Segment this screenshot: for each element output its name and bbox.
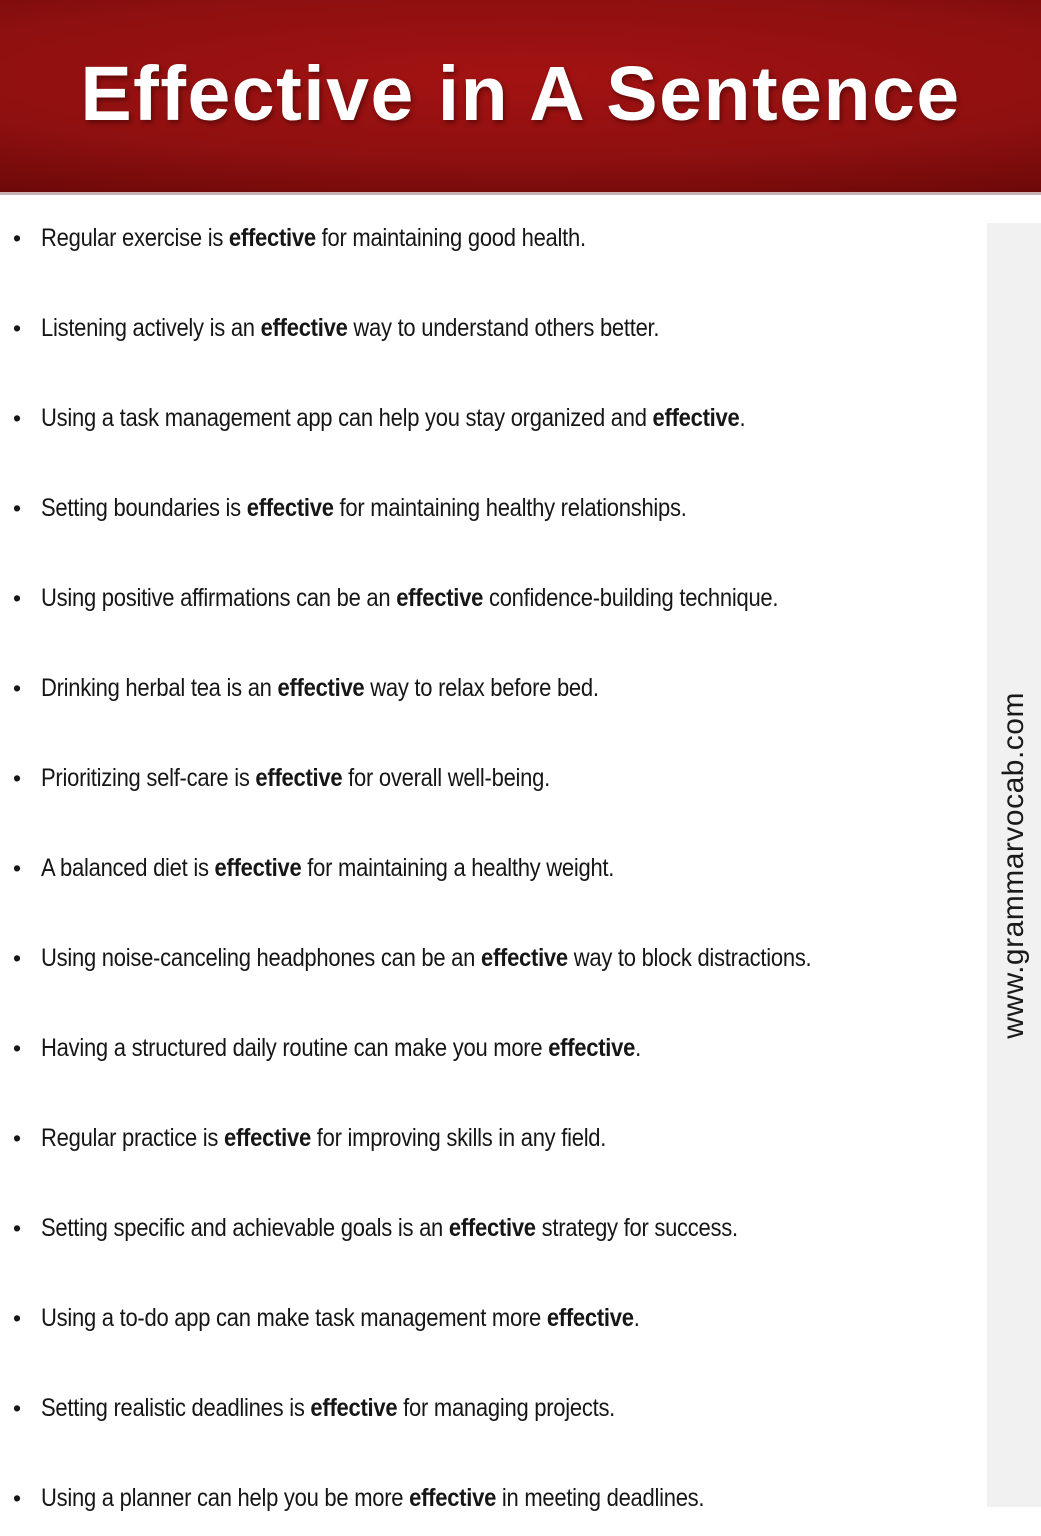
sentence-text: for maintaining healthy relationships. [333,494,687,522]
bullet-icon: • [13,1215,22,1241]
sentence-text: . [633,1304,640,1332]
list-item [0,1124,985,1214]
sentence-text: for maintaining good health. [315,224,586,252]
sentence-keyword: effective [255,764,343,792]
list-item [0,314,985,404]
sentence-keyword: effective [260,314,348,342]
bullet-icon: • [13,675,22,701]
list-item [0,1034,985,1124]
sentence-text: Having a structured daily routine can make you more [41,1034,549,1062]
sentence-keyword: effective [224,1124,311,1152]
sentence-keyword: effective [396,584,484,612]
sentence-text: A balanced diet is [41,854,215,882]
watermark-url: www.grammarvocab.com [997,691,1030,1039]
list-item [0,224,985,314]
bullet-icon: • [13,1485,22,1511]
bullet-icon: • [13,1305,22,1331]
sentence-text: Setting specific and achievable goals is an [41,1214,449,1242]
sentence-keyword: effective [546,1304,634,1332]
sentence-text: way to block distractions. [567,944,812,972]
list-item [0,1304,985,1394]
bullet-icon: • [13,405,22,431]
sentence-keyword: effective [480,944,568,972]
sentence-text: Regular practice is [41,1124,225,1152]
sentence-text: Drinking herbal tea is an [41,674,278,702]
sentence-keyword: effective [228,224,316,252]
sentence-text: Setting realistic deadlines is [41,1394,311,1422]
sentence-text: in meeting deadlines. [496,1484,705,1512]
bullet-icon: • [13,945,22,971]
sentence-text: Using positive affirmations can be an [41,584,397,612]
sentence-keyword: effective [548,1034,636,1062]
bullet-icon: • [13,315,22,341]
watermark-strip [987,223,1041,1507]
sentence-text: Listening actively is an [41,314,261,342]
bullet-icon: • [13,495,22,521]
list-item [0,1214,985,1304]
sentence-text: Setting boundaries is [41,494,247,522]
sentence-text: strategy for success. [535,1214,738,1242]
sentence-list [0,224,985,1536]
bullet-icon: • [13,225,22,251]
bullet-icon: • [13,1125,22,1151]
sentence-text: for maintaining a healthy weight. [301,854,615,882]
sentence-keyword: effective [448,1214,536,1242]
sentence-text: Using a planner can help you be more [41,1484,410,1512]
sentence-text: . [739,404,746,432]
sentence-text: Using a task management app can help you stay organized and [41,404,653,432]
list-item [0,494,985,584]
sentence-keyword: effective [214,854,302,882]
list-item [0,1394,985,1484]
sentence-text: confidence-building technique. [483,584,779,612]
bullet-icon: • [13,585,22,611]
list-item [0,584,985,674]
bullet-icon: • [13,855,22,881]
sentence-text: way to understand others better. [347,314,660,342]
sentence-keyword: effective [310,1394,398,1422]
list-item [0,944,985,1034]
list-item [0,404,985,494]
sentence-text: for improving skills in any field. [310,1124,607,1152]
list-item [0,854,985,944]
sentence-text: . [635,1034,641,1062]
sentence-keyword: effective [652,404,740,432]
bullet-icon: • [13,1395,22,1421]
sentence-keyword: effective [246,494,334,522]
bullet-icon: • [13,1035,22,1061]
sentence-text: Using noise-canceling headphones can be an [41,944,481,972]
sentence-keyword: effective [277,674,365,702]
sentence-keyword: effective [409,1484,497,1512]
header-banner [0,0,1041,195]
list-item [0,764,985,854]
list-item [0,1484,985,1536]
sentence-text: Prioritizing self-care is [41,764,256,792]
page-title: Effective in A Sentence [80,50,961,137]
sentence-text: for overall well-being. [342,764,550,792]
sentence-text: Using a to-do app can make task management more [41,1304,547,1332]
list-item [0,674,985,764]
sentence-text: for managing projects. [397,1394,616,1422]
bullet-icon: • [13,765,22,791]
sentence-text: way to relax before bed. [364,674,599,702]
sentence-text: Regular exercise is [41,224,229,252]
